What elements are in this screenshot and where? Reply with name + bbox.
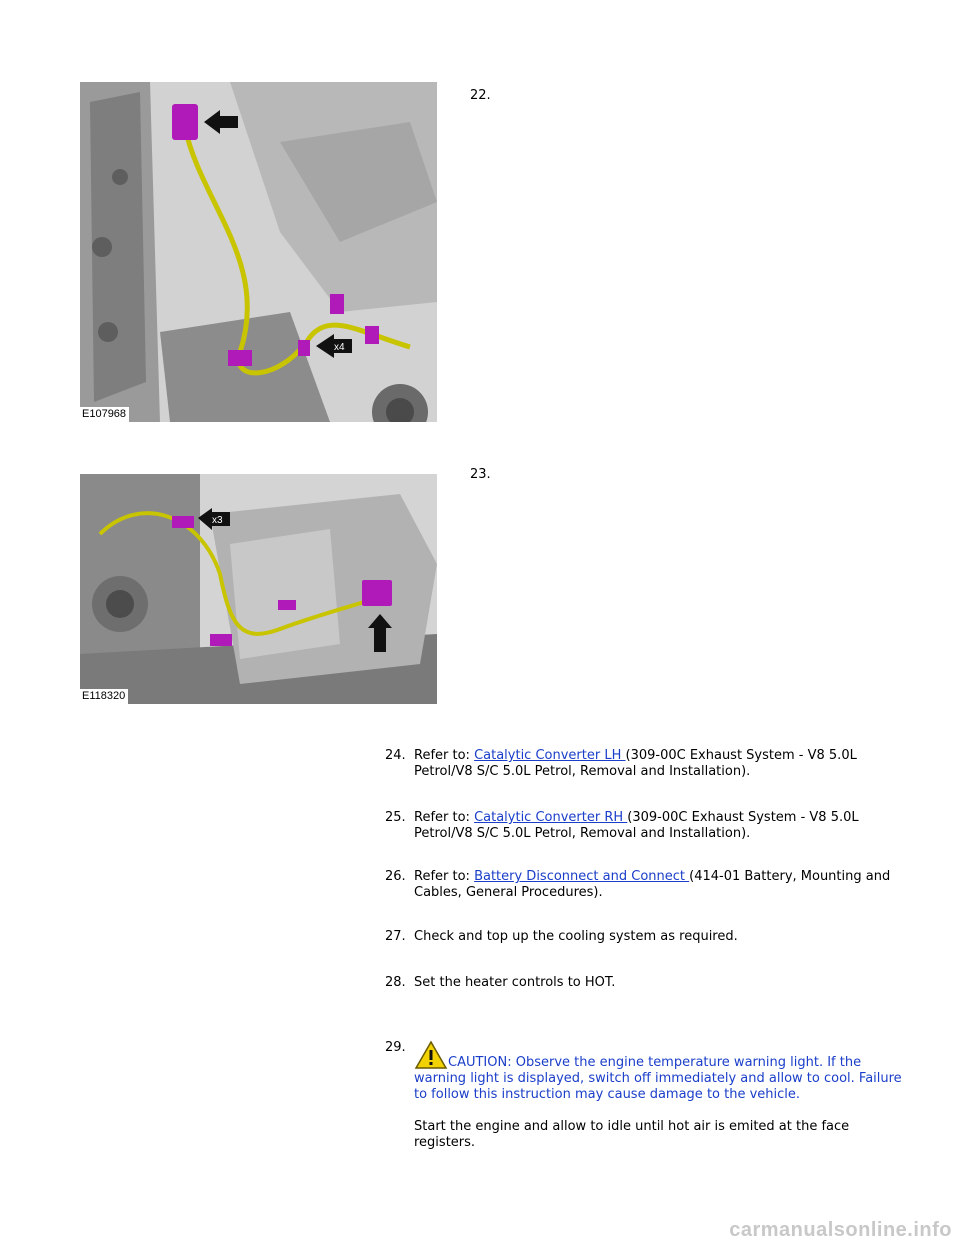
step-number: 24. <box>385 748 406 763</box>
step-text: Check and top up the cooling system as required. <box>414 929 738 944</box>
figure-23-illustration <box>80 474 437 704</box>
step-29 <box>385 1040 905 1151</box>
step-number: 26. <box>385 869 406 884</box>
step-number: 29. <box>385 1040 406 1055</box>
step-number-23: 23. <box>470 467 491 482</box>
callout-x3: x3 <box>212 515 223 526</box>
step-number: 25. <box>385 810 406 825</box>
reference-text: (414-01 Battery, Mounting and Cables, General Procedures). <box>414 869 891 900</box>
reference-text: (309-00C Exhaust System - V8 5.0L Petrol/V8 S/C 5.0L Petrol, Removal and Installation). <box>414 810 859 841</box>
callout-x4: x4 <box>334 342 345 353</box>
step-text: Start the engine and allow to idle until hot air is emited at the face registers. <box>414 1119 850 1150</box>
step-number: 28. <box>385 975 406 990</box>
refer-to-label: Refer to: <box>414 748 475 763</box>
step-text: Set the heater controls to HOT. <box>414 975 616 990</box>
step-25 <box>385 810 905 842</box>
step-number: 27. <box>385 929 406 944</box>
watermark: carmanualsonline.info <box>729 1219 952 1241</box>
refer-to-label: Refer to: <box>414 869 475 884</box>
figure-id-label: E118320 <box>80 689 128 704</box>
step-28 <box>385 975 905 991</box>
figure-id-label: E107968 <box>80 407 129 422</box>
figure-22-illustration <box>80 82 437 422</box>
engine-harness-illustration <box>80 82 437 422</box>
catalytic-converter-rh-link[interactable]: Catalytic Converter RH <box>474 810 628 825</box>
catalytic-converter-lh-link[interactable]: Catalytic Converter LH <box>474 748 626 763</box>
step-24 <box>385 748 905 780</box>
caution-block <box>414 1040 905 1103</box>
transmission-harness-illustration <box>80 474 437 704</box>
step-number-22: 22. <box>470 88 491 103</box>
step-26 <box>385 869 905 901</box>
warning-triangle-icon <box>414 1040 448 1070</box>
refer-to-label: Refer to: <box>414 810 475 825</box>
caution-text: CAUTION: Observe the engine temperature warning light. If the warning light is displayed, switch off immediately and allow to cool. Failure to follow this instruction may cause damage to the vehicle. <box>414 1055 902 1102</box>
reference-text: (309-00C Exhaust System - V8 5.0L Petrol/V8 S/C 5.0L Petrol, Removal and Installation). <box>414 748 857 779</box>
step-27 <box>385 929 905 945</box>
battery-disconnect-link[interactable]: Battery Disconnect and Connect <box>474 869 690 884</box>
